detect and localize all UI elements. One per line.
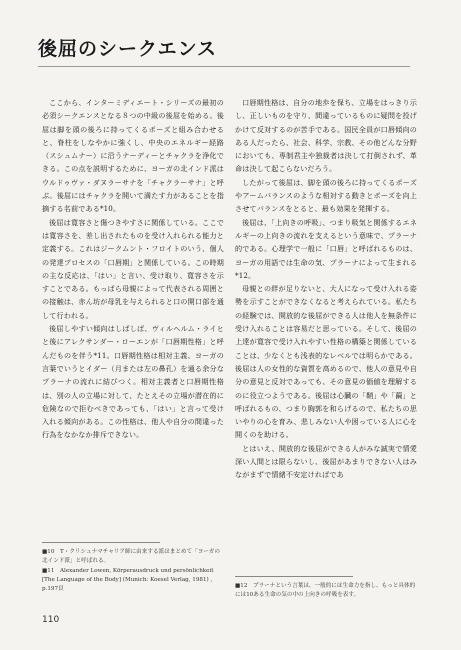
footnote-11: ■11 Alexander Lowen, Körperausdruck und persönlichkeit [The Language of the Body] (Munich: Koesel Verlag, 1981) , p.197頁	[42, 568, 214, 592]
paragraph: ここから、インターミディエート・シリーズの最初の必須シークエンスとなる８つの中級の後屈を始める。後屈は脚を頭の後ろに持ってくるポーズと組み合わせると、脊柱をしなやかに強くし、中央のエネルギー経路（スシュムナー）に沿うナーディーとチャクラを浄化できる。この点を説明するために、ヨーガの北インド派はウルドゥヴァ・ダヌラーサナを「チャクラーサナ」と呼ぶ。後屈にはチャクラを開いて満たす力があることを指摘する名前である*10。	[42, 98, 224, 214]
footnotes-right	[235, 576, 417, 601]
footnotes-left	[42, 542, 224, 595]
paragraph: 口唇期性格は、自分の地歩を保ち、立場をはっきり示し、正しいものを守り、間違っているものに疑問を投げかけて反対するのが苦手である。国民全員が口唇傾向のある人だったら、社会、科学、宗教、その他どんな分野においても、専制君主や独裁者は決して打倒されず、革命は決して起こらないだろう。	[235, 98, 417, 174]
paragraph: 後屈は寛容さと傷つきやすさに関係している。ここでは寛容さを、差し出されたものを受け入れられる能力と定義する。これはジークムント・フロイトのいう、個人の発達プロセスの「口唇期」と関係している。この時期の主な反応は、「はい」と言い、受け取り、寛容さを示すことである。もっぱら母親によって代表される周囲との接触は、赤ん坊が母乳を与えられると口の開口部を通して行われる。	[42, 217, 224, 320]
paragraph: したがって後屈は、脚を頭の後ろに持ってくるポーズやアームバランスのような相対する動きとポーズを向上させてバランスをとると、最も効果を発揮する。	[235, 177, 417, 214]
title-block	[38, 34, 418, 67]
page-title: 後屈のシークエンス	[38, 38, 218, 60]
paragraph: とはいえ、開放的な後屈ができる人がみな誠実で情愛深い人間とは限らないし、後屈があまりできない人はみながまずで情緒不安定ければであ	[235, 443, 417, 480]
right-column	[235, 96, 417, 482]
footnote-12: ■12 プラーナという言葉は、一般的には生命力を指し、もっと具体的には10ある生命の気の中の上向きの呼吸を表す。	[235, 583, 416, 598]
left-column	[42, 96, 224, 442]
paragraph: 母親との絆が足りないと、大人になって受け入れる姿勢を示すことができなくなると考えられている。私たちの経験では、開放的な後屈ができる人は他人を無条件に受け入れることは容易だと思っている。そして、後屈の上達が寛容で受け入れやすい性格の構築と関係していることは、少なくとも浅表的なレベルでは明らかである。後屈は人の女性的な資質を高めるので、他人の意見や自分の意見と反対であっても、その意見の価値を理解するのに役立つようである。後屈は心臓の「鞘」や「繭」と呼ばれるもの、つまり胸郭を和らげるので、私たちの思いやりの心を育み、悲しみない人や困っている人に心を開くのを助ける。	[235, 284, 417, 440]
footnote-10: ■10 T・クリシュナマチャリア師に由来する派はまとめて「ヨーガの北インド派」と呼ばれる。	[42, 549, 220, 564]
paragraph: 後屈は、「上向きの呼吸」、つまり吸気と関係するエネルギーの上向きの流れを支えるという意味で、プラーナ的である。心理学で一般に「口唇」と呼ばれるものは、ヨーガの用語では生命の気、プラーナによって生まれる*12。	[235, 217, 417, 280]
footnote-divider	[42, 542, 160, 543]
title-underline	[38, 66, 410, 67]
footnote-divider	[235, 576, 353, 577]
page-number: 110	[42, 615, 60, 625]
paragraph: 後屈しやすい傾向はしばしば、ヴィルヘルム・ライヒと後にアレクサンダー・ローエンが「口唇期性格」と呼んだものを伴う*11。口唇期性格は相対主義、ヨーガの言葉でいうとイダー（月または左の鼻孔）を通る余分なプラーナの流れに結びつく。相対主義者と口唇期性格は、別の人の立場に対して、たとえその立場が潜在的に危険なので拒むべきであっても、「はい」と言って受け入れる傾向がある。この性格は、他人や自分の間違った行為をなかなか排斥できない。	[42, 324, 224, 440]
